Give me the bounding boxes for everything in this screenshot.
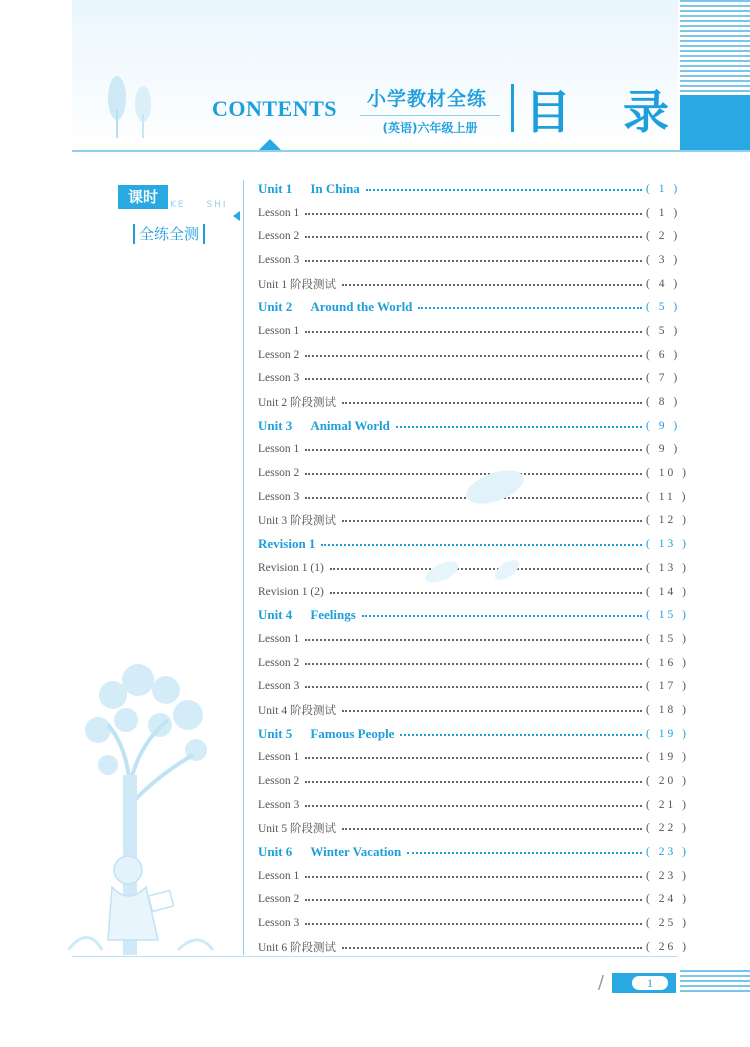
toc-entry-label [258,491,299,503]
toc-leader-dots [342,402,642,404]
toc-leader-dots [305,331,642,333]
toc-entry-label [258,607,356,623]
toc-entry-row [258,698,689,722]
contents-heading: CONTENTS [212,96,338,121]
title-divider [511,84,514,132]
toc-leader-dots [418,307,642,309]
toc-entry-label [258,325,299,337]
tree-illustration-icon [95,70,165,140]
toc-unit-number: Unit 1 [258,180,293,196]
toc-entry-label [258,467,299,479]
toc-leader-dots [305,876,642,878]
toc-page-number: ( 18 ) [646,703,689,716]
toc-entry-title: Feelings [310,607,356,623]
toc-entry-label [258,726,394,742]
toc-entry-row [258,651,689,675]
toc-entry-title: Unit 4 阶段测试 [258,704,336,717]
toc-page-number: ( 13 ) [646,561,689,574]
toc-leader-dots [305,236,642,238]
toc-entry-title: Revision 1 (1) [258,561,324,574]
toc-entry-label [258,820,336,836]
toc-entry-row [258,817,689,841]
toc-page-number: ( 12 ) [646,514,689,527]
toc-entry-title: Revision 1 (2) [258,585,324,598]
toc-unit-number: Unit 6 [258,844,293,860]
toc-leader-dots [342,710,642,712]
toc-page-number: ( 15 ) [646,609,689,622]
toc-leader-dots [342,947,642,949]
footer-divider [72,956,678,957]
toc-entry-label [258,512,336,528]
toc-entry-label [258,939,336,955]
toc-entry-title: Unit 2 阶段测试 [258,397,336,410]
toc-unit-number: Unit 4 [258,607,293,623]
toc-entry-title: Animal World [310,417,390,433]
toc-page-number: ( 20 ) [646,775,689,788]
toc-entry-label [258,394,336,410]
girl-reading-under-tree-icon [68,655,243,955]
toc-entry-title: Lesson 3 [258,253,300,266]
leaf-decoration-icon [460,465,530,510]
toc-entry-row [258,674,689,698]
toc-leader-dots [305,639,642,641]
toc-entry-label [258,893,299,905]
toc-entry-label [258,181,360,197]
toc-page-number: ( 6 ) [646,348,681,361]
toc-page-number: ( 19 ) [646,727,689,740]
header-notch-icon [259,139,281,150]
toc-page-number: ( 7 ) [646,372,681,385]
lesson-tag: 课时 [118,185,168,209]
toc-leader-dots [305,923,642,925]
toc-unit-row [258,722,689,746]
toc-entry-label [258,702,336,718]
toc-unit-number: Unit 2 [258,299,293,315]
toc-page-number: ( 11 ) [646,490,689,503]
toc-entry-row [258,793,689,817]
toc-leader-dots [305,805,642,807]
toc-entry-title: Lesson 2 [258,467,300,480]
toc-entry-label [258,844,401,860]
footer-stripes [680,970,750,994]
toc-leader-dots [342,520,642,522]
toc-entry-row [258,367,681,391]
toc-page-number: ( 9 ) [646,443,681,456]
toc-entry-row [258,319,681,343]
toc-unit-number: Unit 3 [258,417,293,433]
toc-leader-dots [321,544,642,546]
toc-entry-label [258,775,299,787]
toc-leader-dots [305,260,642,262]
toc-entry-row [258,248,681,272]
toc-entry-title: Lesson 2 [258,230,300,243]
toc-entry-title: Revision 1 [258,536,316,552]
toc-entry-row [258,438,681,462]
toc-page-number: ( 23 ) [646,869,689,882]
toc-page-number: ( 13 ) [646,538,689,551]
toc-vertical-rule [243,180,244,955]
toc-page-number: ( 9 ) [646,419,681,432]
toc-entry-row [258,888,689,912]
toc-entry-label [258,349,299,361]
toc-page-number: ( 26 ) [646,940,689,953]
toc-page-number: ( 10 ) [646,467,689,480]
toc-entry-label [258,299,412,315]
toc-page-number: ( 23 ) [646,846,689,859]
toc-entry-label [258,276,336,292]
toc-entry-title: Lesson 1 [258,206,300,219]
toc-entry-label [258,799,299,811]
toc-page-number: ( 21 ) [646,798,689,811]
toc-entry-label [258,254,299,266]
toc-entry-title: Lesson 3 [258,490,300,503]
toc-leader-dots [362,615,642,617]
page-number-slash: / [598,972,605,993]
toc-entry-title: Around the World [310,299,413,315]
toc-entry-row [258,627,689,651]
toc-entry-title: Unit 6 阶段测试 [258,941,336,954]
toc-page-number: ( 2 ) [646,230,681,243]
toc-unit-row [258,840,689,864]
toc-entry-title: Famous People [310,725,395,741]
toc-page-number: ( 24 ) [646,893,689,906]
toc-entry-label [258,917,299,929]
header-divider [72,150,750,152]
toc-title: 目 录 [525,85,688,139]
toc-entry-title: In China [310,180,360,196]
toc-entry-label [258,207,299,219]
toc-leader-dots [305,213,642,215]
toc-entry-title: Unit 3 阶段测试 [258,515,336,528]
toc-page-number: ( 3 ) [646,253,681,266]
toc-entry-label [258,633,299,645]
toc-entry-label [258,418,390,434]
toc-entry-row [258,769,689,793]
leaf-decoration-icon [412,552,532,592]
toc-entry-title: Unit 5 阶段测试 [258,823,336,836]
toc-leader-dots [305,663,642,665]
toc-unit-row [258,603,689,627]
toc-page-number: ( 5 ) [646,301,681,314]
toc-unit-number: Unit 5 [258,725,293,741]
toc-entry-row [258,224,681,248]
toc-entry-title: Lesson 2 [258,775,300,788]
toc-leader-dots [305,355,642,357]
toc-leader-dots [305,449,642,451]
toc-unit-row [258,414,681,438]
toc-leader-dots [407,852,642,854]
book-title: 小学教材全练 [366,88,487,110]
tag-pointer-icon [233,211,240,221]
toc-page-number: ( 22 ) [646,822,689,835]
toc-entry-title: Lesson 1 [258,632,300,645]
toc-page-number: ( 25 ) [646,917,689,930]
toc-entry-row [258,746,689,770]
page-number: 1 [632,976,668,990]
toc-page-number: ( 15 ) [646,632,689,645]
toc-entry-label [258,443,299,455]
toc-entry-label [258,657,299,669]
toc-entry-label [258,751,299,763]
toc-entry-title: Lesson 3 [258,798,300,811]
toc-entry-label [258,586,324,598]
toc-entry-title: Lesson 3 [258,917,300,930]
toc-entry-title: Lesson 1 [258,751,300,764]
toc-leader-dots [342,828,642,830]
toc-leader-dots [366,189,642,191]
toc-unit-row [258,295,681,319]
toc-entry-title: Lesson 2 [258,893,300,906]
toc-entry-title: Lesson 1 [258,443,300,456]
toc-page-number: ( 19 ) [646,751,689,764]
toc-leader-dots [305,757,642,759]
toc-page-number: ( 8 ) [646,396,681,409]
toc-entry-row [258,864,689,888]
sidebar-motto: 全练全测 [133,224,205,244]
toc-entry-title: Lesson 1 [258,324,300,337]
toc-page-number: ( 1 ) [646,206,681,219]
toc-entry-label [258,562,324,574]
toc-entry-label [258,870,299,882]
header-stripes [680,0,750,95]
toc-entry-label [258,536,315,552]
toc-entry-label [258,680,299,692]
toc-leader-dots [342,284,642,286]
toc-entry-title: Lesson 2 [258,656,300,669]
toc-page-number: ( 1 ) [646,182,681,195]
toc-entry-row [258,272,681,296]
toc-entry-row [258,509,689,533]
lesson-tag-pinyin: KE SHI [170,200,228,210]
toc-entry-title: Lesson 1 [258,869,300,882]
toc-entry-label [258,372,299,384]
toc-page-number: ( 4 ) [646,277,681,290]
toc-leader-dots [400,734,642,736]
toc-entry-title: Lesson 3 [258,680,300,693]
toc-entry-title: Winter Vacation [310,844,402,860]
toc-entry-row [258,911,689,935]
toc-page-number: ( 14 ) [646,585,689,598]
toc-page-number: ( 16 ) [646,656,689,669]
toc-leader-dots [305,378,642,380]
toc-leader-dots [305,899,642,901]
toc-page-number: ( 5 ) [646,324,681,337]
header-accent-block [680,95,750,150]
toc-unit-row [258,177,681,201]
book-subtitle: (英语)六年级上册 [360,115,500,136]
toc-entry-row [258,390,681,414]
toc-leader-dots [396,426,642,428]
toc-entry-row [258,343,681,367]
toc-entry-title: Lesson 3 [258,372,300,385]
toc-leader-dots [305,686,642,688]
toc-entry-label [258,230,299,242]
toc-entry-row [258,201,681,225]
toc-entry-title: Lesson 2 [258,348,300,361]
toc-entry-title: Unit 1 阶段测试 [258,278,336,291]
toc-page-number: ( 17 ) [646,680,689,693]
toc-leader-dots [305,781,642,783]
